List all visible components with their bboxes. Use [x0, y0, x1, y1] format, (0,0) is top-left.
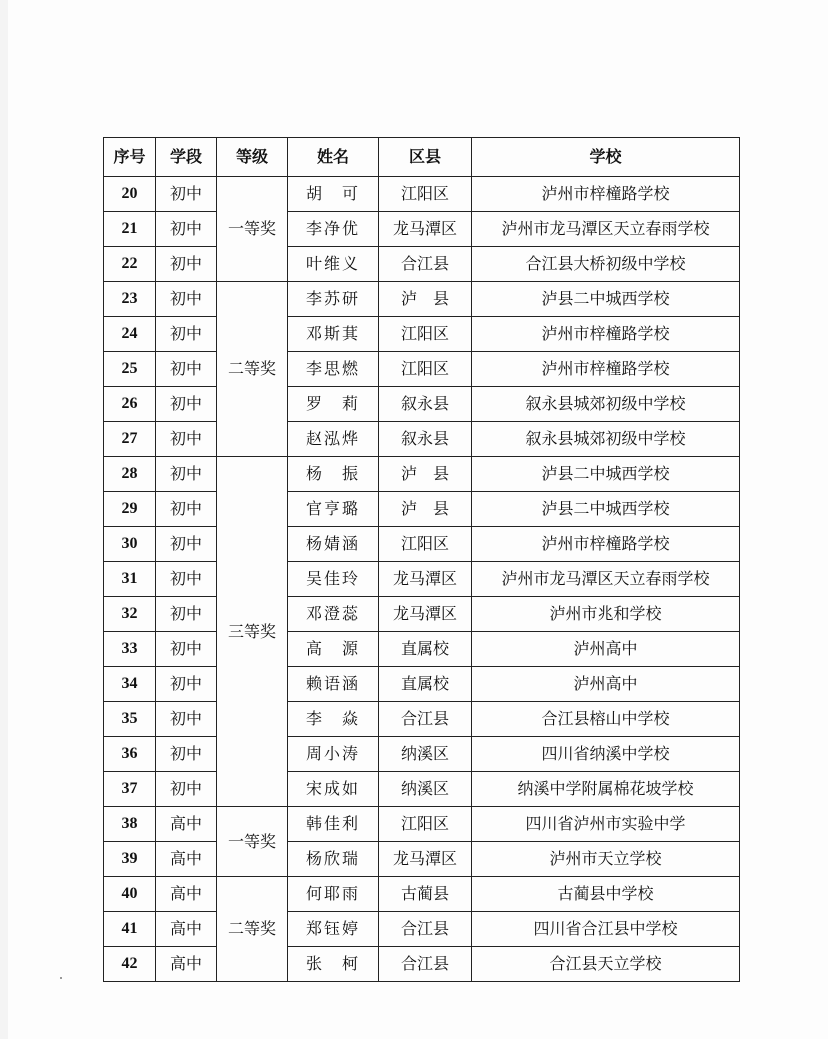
serial-cell: 31: [104, 562, 156, 597]
district-cell: 龙马潭区: [379, 597, 472, 632]
district-cell: 江阳区: [379, 807, 472, 842]
school-cell: 四川省纳溪中学校: [472, 737, 740, 772]
header-district: 区县: [379, 138, 472, 177]
serial-cell: 21: [104, 212, 156, 247]
stage-cell: 初中: [156, 352, 217, 387]
stage-cell: 高中: [156, 912, 217, 947]
name-cell: 胡 可: [288, 177, 379, 212]
serial-cell: 33: [104, 632, 156, 667]
school-cell: 合江县大桥初级中学校: [472, 247, 740, 282]
table-row: [104, 317, 740, 352]
school-cell: 四川省合江县中学校: [472, 912, 740, 947]
name-cell: 杨 振: [288, 457, 379, 492]
stage-cell: 初中: [156, 177, 217, 212]
name-cell: 赖语涵: [288, 667, 379, 702]
district-cell: 龙马潭区: [379, 212, 472, 247]
name-cell: 邓澄蕊: [288, 597, 379, 632]
stage-cell: 初中: [156, 597, 217, 632]
page-edge: [0, 0, 8, 1039]
serial-cell: 34: [104, 667, 156, 702]
school-cell: 泸州市天立学校: [472, 842, 740, 877]
district-cell: 纳溪区: [379, 772, 472, 807]
scan-speck: [60, 977, 62, 979]
grade-cell: 一等奖: [217, 177, 288, 282]
table-row: [104, 422, 740, 457]
stage-cell: 初中: [156, 527, 217, 562]
stage-cell: 初中: [156, 212, 217, 247]
stage-cell: 初中: [156, 247, 217, 282]
stage-cell: 初中: [156, 492, 217, 527]
district-cell: 江阳区: [379, 352, 472, 387]
district-cell: 龙马潭区: [379, 842, 472, 877]
serial-cell: 30: [104, 527, 156, 562]
district-cell: 古蔺县: [379, 877, 472, 912]
school-cell: 泸州市龙马潭区天立春雨学校: [472, 562, 740, 597]
name-cell: 李思燃: [288, 352, 379, 387]
district-cell: 纳溪区: [379, 737, 472, 772]
school-cell: 泸州市梓橦路学校: [472, 527, 740, 562]
table-row: [104, 877, 740, 912]
stage-cell: 初中: [156, 772, 217, 807]
name-cell: 李苏研: [288, 282, 379, 317]
district-cell: 江阳区: [379, 317, 472, 352]
serial-cell: 40: [104, 877, 156, 912]
stage-cell: 高中: [156, 842, 217, 877]
name-cell: 韩佳利: [288, 807, 379, 842]
name-cell: 杨婧涵: [288, 527, 379, 562]
district-cell: 合江县: [379, 912, 472, 947]
table-row: [104, 947, 740, 982]
district-cell: 江阳区: [379, 527, 472, 562]
serial-cell: 42: [104, 947, 156, 982]
header-grade: 等级: [217, 138, 288, 177]
table-row: [104, 597, 740, 632]
school-cell: 合江县天立学校: [472, 947, 740, 982]
serial-cell: 20: [104, 177, 156, 212]
district-cell: 直属校: [379, 632, 472, 667]
table-row: [104, 457, 740, 492]
school-cell: 合江县榕山中学校: [472, 702, 740, 737]
stage-cell: 初中: [156, 282, 217, 317]
table-row: [104, 842, 740, 877]
grade-cell: 二等奖: [217, 282, 288, 457]
table-row: [104, 807, 740, 842]
serial-cell: 28: [104, 457, 156, 492]
name-cell: 杨欣瑞: [288, 842, 379, 877]
grade-cell: 一等奖: [217, 807, 288, 877]
name-cell: 邓斯萁: [288, 317, 379, 352]
school-cell: 叙永县城郊初级中学校: [472, 387, 740, 422]
school-cell: 泸县二中城西学校: [472, 457, 740, 492]
serial-cell: 22: [104, 247, 156, 282]
serial-cell: 23: [104, 282, 156, 317]
name-cell: 郑钰婷: [288, 912, 379, 947]
district-cell: 合江县: [379, 947, 472, 982]
district-cell: 泸 县: [379, 492, 472, 527]
serial-cell: 32: [104, 597, 156, 632]
stage-cell: 初中: [156, 422, 217, 457]
serial-cell: 27: [104, 422, 156, 457]
header-name: 姓名: [288, 138, 379, 177]
name-cell: 吴佳玲: [288, 562, 379, 597]
name-cell: 叶维义: [288, 247, 379, 282]
stage-cell: 高中: [156, 877, 217, 912]
table-row: [104, 772, 740, 807]
district-cell: 合江县: [379, 702, 472, 737]
table-row: [104, 282, 740, 317]
district-cell: 合江县: [379, 247, 472, 282]
header-stage: 学段: [156, 138, 217, 177]
table-row: [104, 912, 740, 947]
stage-cell: 高中: [156, 947, 217, 982]
school-cell: 纳溪中学附属棉花坡学校: [472, 772, 740, 807]
school-cell: 泸州市龙马潭区天立春雨学校: [472, 212, 740, 247]
name-cell: 宋成如: [288, 772, 379, 807]
stage-cell: 高中: [156, 807, 217, 842]
name-cell: 官亨璐: [288, 492, 379, 527]
table-row: [104, 177, 740, 212]
table-row: [104, 492, 740, 527]
school-cell: 泸州市梓橦路学校: [472, 352, 740, 387]
school-cell: 泸州高中: [472, 667, 740, 702]
school-cell: 泸州市梓橦路学校: [472, 177, 740, 212]
table-row: [104, 562, 740, 597]
table-row: [104, 352, 740, 387]
stage-cell: 初中: [156, 387, 217, 422]
school-cell: 泸州高中: [472, 632, 740, 667]
serial-cell: 24: [104, 317, 156, 352]
table-row: [104, 247, 740, 282]
name-cell: 李净优: [288, 212, 379, 247]
table-row: [104, 527, 740, 562]
header-school: 学校: [472, 138, 740, 177]
name-cell: 赵泓烨: [288, 422, 379, 457]
school-cell: 叙永县城郊初级中学校: [472, 422, 740, 457]
stage-cell: 初中: [156, 702, 217, 737]
name-cell: 张 柯: [288, 947, 379, 982]
school-cell: 古蔺县中学校: [472, 877, 740, 912]
name-cell: 何耶雨: [288, 877, 379, 912]
stage-cell: 初中: [156, 457, 217, 492]
district-cell: 龙马潭区: [379, 562, 472, 597]
header-serial: 序号: [104, 138, 156, 177]
school-cell: 四川省泸州市实验中学: [472, 807, 740, 842]
serial-cell: 36: [104, 737, 156, 772]
grade-cell: 二等奖: [217, 877, 288, 982]
table-row: [104, 667, 740, 702]
table-row: [104, 702, 740, 737]
district-cell: 叙永县: [379, 387, 472, 422]
serial-cell: 35: [104, 702, 156, 737]
district-cell: 直属校: [379, 667, 472, 702]
district-cell: 泸 县: [379, 457, 472, 492]
name-cell: 李 焱: [288, 702, 379, 737]
district-cell: 泸 县: [379, 282, 472, 317]
name-cell: 罗 莉: [288, 387, 379, 422]
table-row: [104, 737, 740, 772]
name-cell: 周小涛: [288, 737, 379, 772]
district-cell: 江阳区: [379, 177, 472, 212]
school-cell: 泸州市梓橦路学校: [472, 317, 740, 352]
serial-cell: 25: [104, 352, 156, 387]
school-cell: 泸县二中城西学校: [472, 492, 740, 527]
serial-cell: 26: [104, 387, 156, 422]
table-header-row: [104, 138, 740, 177]
awards-table: [103, 137, 740, 982]
serial-cell: 29: [104, 492, 156, 527]
school-cell: 泸州市兆和学校: [472, 597, 740, 632]
stage-cell: 初中: [156, 317, 217, 352]
stage-cell: 初中: [156, 737, 217, 772]
serial-cell: 39: [104, 842, 156, 877]
stage-cell: 初中: [156, 632, 217, 667]
stage-cell: 初中: [156, 667, 217, 702]
school-cell: 泸县二中城西学校: [472, 282, 740, 317]
table-row: [104, 632, 740, 667]
serial-cell: 41: [104, 912, 156, 947]
serial-cell: 37: [104, 772, 156, 807]
district-cell: 叙永县: [379, 422, 472, 457]
name-cell: 高 源: [288, 632, 379, 667]
table-row: [104, 212, 740, 247]
stage-cell: 初中: [156, 562, 217, 597]
serial-cell: 38: [104, 807, 156, 842]
table-row: [104, 387, 740, 422]
grade-cell: 三等奖: [217, 457, 288, 807]
